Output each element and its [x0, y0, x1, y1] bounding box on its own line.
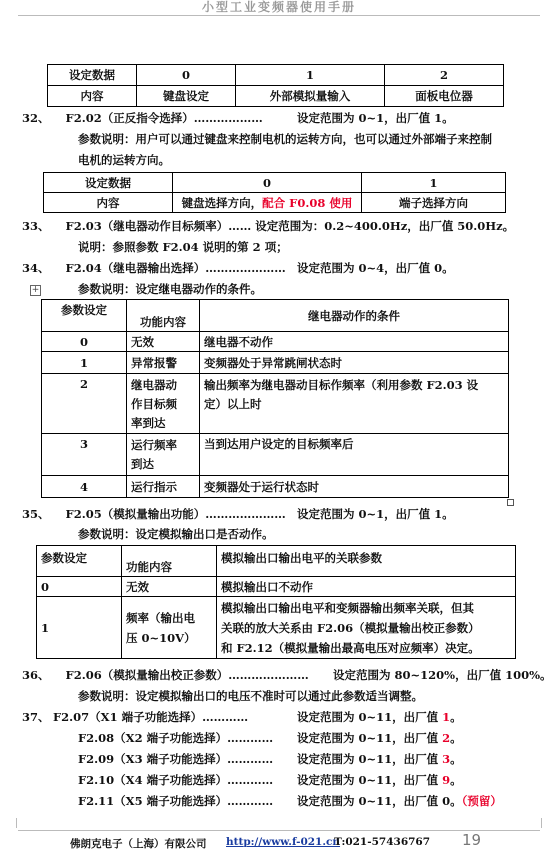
table-cell: 外部模拟量输入 [236, 86, 385, 107]
table-cell: 变频器处于运行状态时 [200, 476, 509, 498]
table-cell: 0 [173, 173, 362, 193]
param-32-desc: 参数说明：用户可以通过键盘来控制电机的运转方向，也可以通过外部端子来控制 [78, 132, 492, 146]
table-cell: 异常报警 [127, 352, 200, 374]
cell-line: 模拟输出口输出电平和变频器输出频率关联，但其 [221, 600, 474, 615]
cell-text: 键盘选择方向， [181, 195, 263, 210]
table-f2-01 [47, 64, 504, 107]
margin-mark [16, 818, 21, 828]
param-number: 36、 [22, 668, 50, 682]
range-text: 设定范围为 0~11，出厂值 [297, 710, 443, 724]
terminal-x1-range [297, 709, 462, 725]
range-tail: 。 [450, 710, 462, 724]
cell-line: 到达 [131, 457, 154, 471]
table-cell: 运行指示 [127, 476, 200, 498]
terminal-x4-label: F2.10（X4 端子功能选择）………… [78, 773, 274, 787]
param-35-range: 设定范围为 0~1，出厂值 1。 [297, 507, 454, 521]
table-cell [122, 597, 217, 659]
range-tail: 。 [450, 731, 462, 745]
terminal-x3-range [297, 751, 462, 767]
default-value: 3 [442, 752, 451, 766]
table-cell: 设定数据 [44, 173, 173, 193]
range-text: 设定范围为 0~11，出厂值 [297, 731, 443, 745]
cell-line: 继电器动 [131, 378, 177, 392]
param-37-number: 37、 [22, 710, 50, 724]
footer-company: 佛朗克电子（上海）有限公司 [70, 838, 207, 850]
cell-line: 率到达 [131, 416, 166, 430]
table-cell: 3 [42, 434, 127, 476]
table-cell: 无效 [127, 332, 200, 352]
param-number: 34、 [22, 261, 50, 275]
table-cell: 无效 [122, 577, 217, 597]
default-value: 9 [442, 773, 451, 787]
table-move-handle-icon[interactable]: + [31, 285, 40, 295]
range-tail: 。 [450, 773, 462, 787]
table-header-cell: 继电器动作的条件 [200, 300, 509, 332]
range-text: 设定范围为 0~11，出厂值 [297, 773, 443, 787]
terminal-x5-label: F2.11（X5 端子功能选择）………… [78, 794, 274, 808]
table-cell: 端子选择方向 [362, 193, 506, 213]
table-f2-04 [41, 299, 509, 498]
table-resize-handle[interactable] [507, 499, 514, 506]
table-header-cell: 功能内容 [122, 546, 217, 577]
cell-line: 压 0~10V） [126, 630, 196, 645]
range-tail: 。 [450, 752, 462, 766]
param-36-desc: 参数说明：设定模拟输出口的电压不准时可以通过此参数适当调整。 [78, 689, 423, 703]
cell-line: 输出频率为继电器动目标作频率（利用参数 F2.03 设 [204, 378, 479, 392]
param-33-desc: 说明：参照参数 F2.04 说明的第 2 项； [78, 240, 288, 254]
param-title: F2.03（继电器动作目标频率）…… 设定范围为：0.2~400.0Hz，出厂值 50.0Hz。 [65, 219, 515, 233]
table-cell: 2 [42, 374, 127, 434]
param-title: F2.02（正反指令选择）……………… [65, 111, 263, 125]
range-text: 设定范围为 0~11，出厂值 [297, 752, 443, 766]
param-34-heading [22, 260, 286, 276]
table-cell: 2 [385, 65, 504, 86]
table-cell: 继电器不动作 [200, 332, 509, 352]
terminal-x5-range [297, 793, 502, 809]
param-number: 35、 [22, 507, 50, 521]
cell-line: 频率（输出电 [126, 610, 195, 625]
terminal-x4-range [297, 772, 462, 788]
table-header-cell: 参数设定 [37, 546, 122, 577]
param-title: F2.04（继电器输出选择）………………… [65, 261, 286, 275]
table-cell [127, 374, 200, 434]
table-cell [127, 434, 200, 476]
table-cell: 键盘设定 [137, 86, 236, 107]
param-34-desc: 参数说明：设定继电器动作的条件。 [78, 282, 262, 296]
terminal-x2-label: F2.08（X2 端子功能选择）………… [78, 731, 274, 745]
table-cell: 0 [137, 65, 236, 86]
table-cell: 1 [236, 65, 385, 86]
param-33-heading [22, 218, 514, 234]
footer-phone: T:021-57436767 [334, 836, 431, 848]
default-value: 1 [442, 710, 451, 724]
param-36-heading [22, 667, 309, 683]
table-cell: 内容 [44, 193, 173, 213]
cell-note: 配合 F0.08 使用 [262, 195, 353, 210]
page-number: 19 [462, 831, 482, 849]
terminal-x3-label: F2.09（X3 端子功能选择）………… [78, 752, 274, 766]
reserved-note: （预留） [461, 794, 502, 808]
table-f2-05 [36, 545, 516, 659]
page-header-title: 小型工业变频器使用手册 [201, 0, 356, 14]
range-text: 设定范围为 0~11，出厂值 0。 [297, 794, 462, 808]
cell-line: 定）以上时 [204, 397, 262, 411]
table-cell: 模拟输出口不动作 [217, 577, 516, 597]
table-cell [217, 597, 516, 659]
param-34-range: 设定范围为 0~4，出厂值 0。 [297, 261, 454, 275]
table-cell: 1 [42, 352, 127, 374]
table-cell [173, 193, 362, 213]
table-cell: 4 [42, 476, 127, 498]
footer-website-link[interactable]: http://www.f-021.cn [226, 836, 341, 848]
table-cell [200, 374, 509, 434]
default-value: 2 [442, 731, 451, 745]
table-cell: 0 [37, 577, 122, 597]
terminal-x1-label: F2.07（X1 端子功能选择）………… [53, 710, 249, 724]
table-header-cell: 功能内容 [127, 300, 200, 332]
header-rule [18, 15, 540, 16]
param-36-range: 设定范围为 80~120%，出厂值 100%。 [333, 668, 552, 682]
param-35-desc: 参数说明：设定模拟输出口是否动作。 [78, 527, 274, 541]
param-32-heading [22, 110, 263, 126]
table-cell: 变频器处于异常跳闸状态时 [200, 352, 509, 374]
param-35-heading [22, 506, 286, 522]
cell-line: 作目标频 [131, 397, 177, 411]
cell-line: 和 F2.12（模拟量输出最高电压对应频率）决定。 [221, 640, 480, 655]
table-cell: 面板电位器 [385, 86, 504, 107]
terminal-x2-range [297, 730, 462, 746]
table-cell: 当到达用户设定的目标频率后 [200, 434, 509, 476]
table-cell: 设定数据 [48, 65, 137, 86]
table-cell: 内容 [48, 86, 137, 107]
param-number: 33、 [22, 219, 50, 233]
table-header-cell: 参数设定 [42, 300, 127, 332]
cell-line: 运行频率 [131, 438, 177, 452]
table-cell: 1 [362, 173, 506, 193]
param-32-desc-cont: 电机的运转方向。 [78, 153, 170, 167]
param-number: 32、 [22, 111, 50, 125]
param-title: F2.06（模拟量输出校正参数）………………… [65, 668, 309, 682]
param-32-range: 设定范围为 0~1，出厂值 1。 [297, 111, 454, 125]
table-f2-02 [43, 172, 506, 213]
table-header-cell: 模拟输出口输出电平的关联参数 [217, 546, 516, 577]
param-title: F2.05（模拟量输出功能）………………… [65, 507, 286, 521]
table-cell: 1 [37, 597, 122, 659]
table-cell: 0 [42, 332, 127, 352]
margin-mark [541, 818, 546, 828]
cell-line: 关联的放大关系由 F2.06（模拟量输出校正参数） [221, 620, 480, 635]
